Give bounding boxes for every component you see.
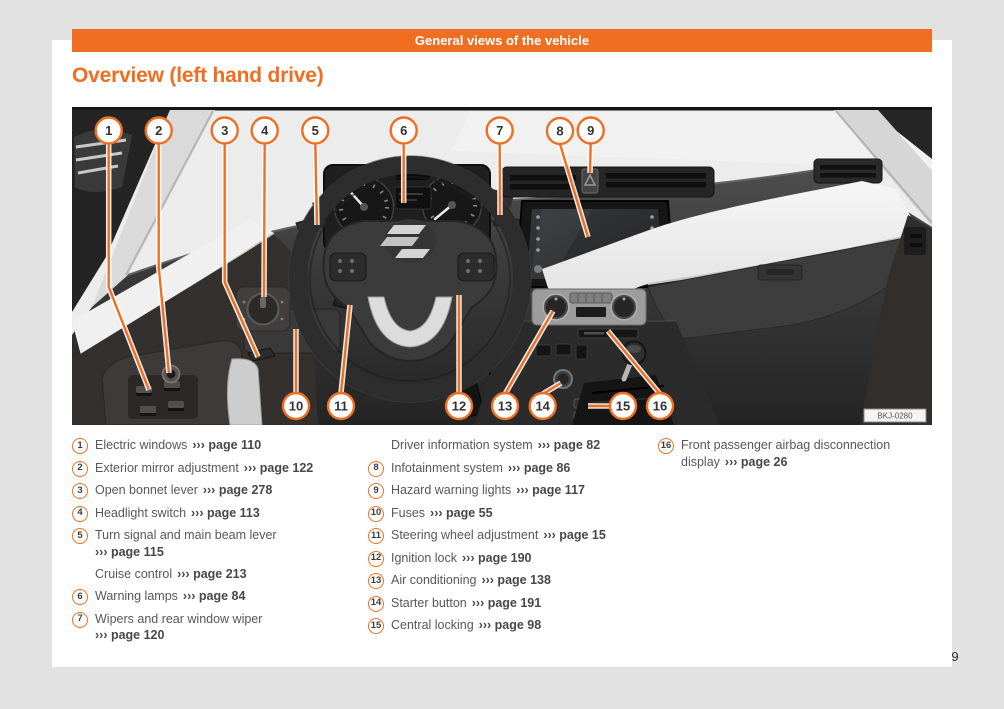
legend-number-3: 3 [72,483,88,499]
page-reference: ››› page 86 [507,460,571,475]
legend-item-16 [658,437,948,470]
callout-11 [328,393,354,419]
svg-text:2: 2 [155,123,163,139]
legend-number-7: 7 [72,612,88,628]
page-reference: ››› page 113 [191,505,260,520]
callout-4 [252,118,278,144]
svg-text:3: 3 [221,123,229,139]
legend-item-3 [72,482,372,499]
legend-label: Air conditioning [391,573,477,587]
legend-column-3 [658,437,948,476]
legend-number-10: 10 [368,506,384,522]
legend-column-2 [368,437,658,640]
svg-text:1: 1 [105,123,113,139]
page-reference: ››› page 84 [182,589,246,604]
page-reference: ››› page 26 [724,454,788,469]
legend-number-8: 8 [368,461,384,477]
page-reference: ››› page 15 [543,528,606,542]
svg-text:7: 7 [496,123,504,139]
roof-edge [72,107,932,111]
svg-text:11: 11 [334,398,348,414]
callout-8 [547,118,573,144]
svg-text:13: 13 [497,398,513,414]
callout-1 [96,118,122,144]
svg-text:16: 16 [652,398,668,414]
chapter-band [72,29,932,52]
page-reference: ››› page 191 [471,595,542,610]
legend-label: Fuses [391,505,426,520]
svg-text:6: 6 [400,123,408,139]
legend-number-13: 13 [368,573,384,589]
chapter-band-label: General views of the vehicle [414,33,590,48]
legend-label: Wipers and rear window wiper [95,611,263,626]
legend-number-1: 1 [72,438,88,454]
legend-label: Turn signal and main beam lever [95,528,277,542]
callout-12 [446,393,472,419]
legend-label: Ignition lock [391,550,458,565]
page-reference: ››› page 82 [537,438,601,452]
page-reference: ››› page 213 [177,566,247,581]
legend-item-driver-info [368,437,658,454]
page-reference: ››› page 278 [202,483,273,497]
wheel-buttons-left [330,253,366,281]
page-reference: ››› page 138 [481,573,551,587]
legend-label: Hazard warning lights [391,483,512,497]
legend-column-1 [72,437,372,649]
page-reference: ››› page 55 [430,505,493,520]
callout-6 [391,118,417,144]
svg-text:15: 15 [615,398,631,414]
vehicle-figure [72,107,932,425]
legend-item-13 [368,572,658,589]
legend-item-1 [72,437,372,454]
legend-item-6 [72,588,372,605]
callout-2 [146,118,172,144]
center-vents [502,167,714,197]
window-switches [128,375,198,419]
page-reference: ››› page 98 [478,618,542,632]
callout-13 [492,393,518,419]
page-reference: ››› page 110 [192,438,262,452]
legend-item-2 [72,460,372,477]
legend-label: Starter button [391,595,467,610]
svg-text:12: 12 [451,398,467,414]
legend-number-11: 11 [368,528,384,544]
legend-number-5: 5 [72,528,88,544]
svg-text:8: 8 [556,123,564,139]
legend-label: Driver information system [391,438,533,452]
svg-text:10: 10 [288,398,304,414]
svg-text:9: 9 [587,123,595,139]
callout-15 [610,393,636,419]
legend-number-14: 14 [368,596,384,612]
passenger-vent [814,159,882,183]
svg-text:5: 5 [311,123,319,139]
figure-code-box [864,409,926,422]
callout-7 [487,118,513,144]
legend-item-14 [368,595,658,612]
callout-10 [283,393,309,419]
dashboard-illustration [72,107,932,425]
svg-text:4: 4 [261,123,269,139]
legend-number-16: 16 [658,438,674,454]
legend-item-11 [368,527,658,544]
callout-3 [212,118,238,144]
callout-14 [530,393,556,419]
legend-label: display [681,454,720,469]
legend-number-9: 9 [368,483,384,499]
door-pull-handle [227,359,262,425]
legend-item-10 [368,505,658,522]
page-title: Overview (left hand drive) [72,64,324,87]
page-reference: ››› page 115 [95,544,164,559]
door-vent [904,227,926,255]
page-reference: ››› page 190 [462,550,532,565]
legend-label: Central locking [391,618,474,632]
legend-item-12 [368,550,658,567]
wheel-buttons-right [458,253,494,281]
legend-label: Infotainment system [391,460,503,475]
page-reference: ››› page 120 [95,628,165,643]
legend-item-8 [368,460,658,477]
legend-label: Cruise control [95,566,173,581]
figure-code: BKJ-0280 [877,411,913,421]
legend-item-15 [368,617,658,634]
legend-item-7 [72,611,372,644]
page-reference: ››› page 122 [243,460,314,475]
legend-label: Open bonnet lever [95,483,198,497]
callout-16 [647,393,673,419]
legend-number-12: 12 [368,551,384,567]
legend-number-6: 6 [72,589,88,605]
callout-9 [578,118,604,144]
page-number: 9 [951,649,959,664]
legend-label: Electric windows [95,438,188,452]
legend-item-9 [368,482,658,499]
legend-label: Warning lamps [95,589,178,604]
legend-item-cruise-control [72,566,372,583]
legend-number-15: 15 [368,618,384,634]
legend-label: Front passenger airbag disconnection [681,438,891,452]
legend-item-4 [72,505,372,522]
legend-item-5 [72,527,372,560]
page-reference: ››› page 117 [516,483,585,497]
svg-text:14: 14 [535,398,550,414]
legend-label: Headlight switch [95,505,187,520]
legend-label: Steering wheel adjustment [391,528,539,542]
legend-number-2: 2 [72,461,88,477]
callout-5 [302,118,328,144]
legend-label: Exterior mirror adjustment [95,460,239,475]
legend-number-4: 4 [72,506,88,522]
